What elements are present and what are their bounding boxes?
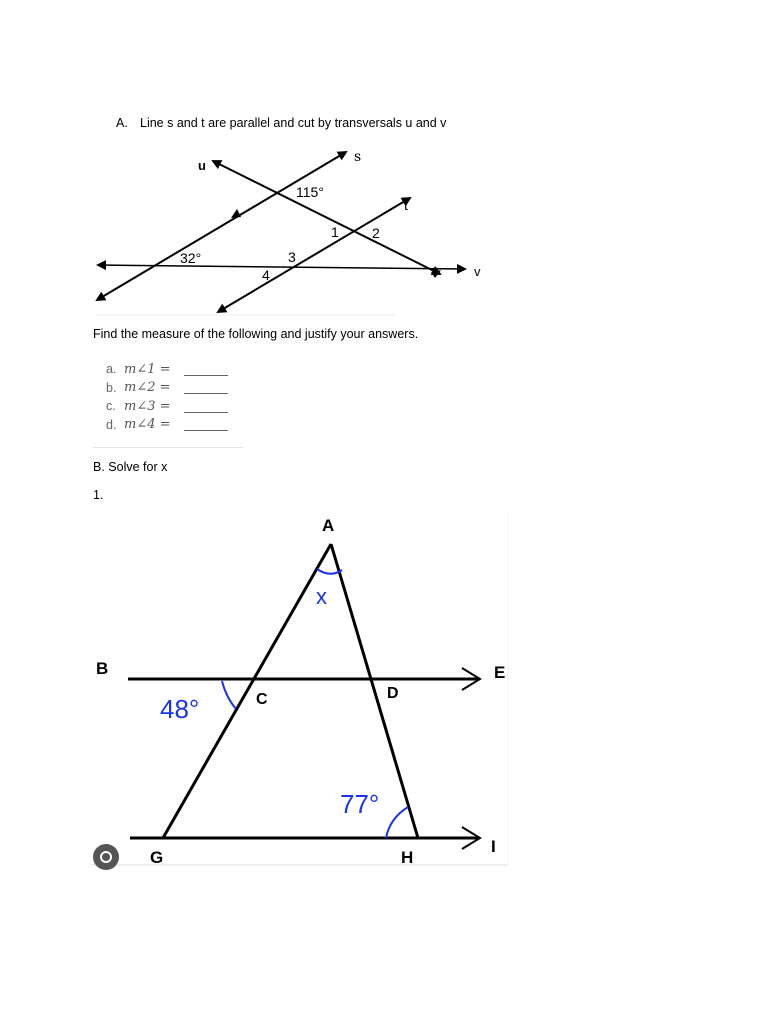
- label-u: u: [198, 158, 206, 173]
- question-expr: m∠3 =: [124, 398, 171, 414]
- vertex-c-label: C: [256, 691, 268, 708]
- question-b: [106, 379, 228, 398]
- label-v: v: [474, 264, 481, 279]
- divider-2: [93, 447, 243, 448]
- angle-4-label: 4: [262, 267, 270, 283]
- vertex-h-label: H: [401, 848, 414, 867]
- vertex-d-label: D: [387, 685, 399, 702]
- question-d: [106, 416, 228, 435]
- diagram-background: [90, 512, 508, 865]
- angle-32-label: 32°: [180, 250, 202, 266]
- problem-number: 1.: [93, 488, 104, 502]
- angle-48-label: 48°: [160, 694, 200, 724]
- line-s: [97, 152, 346, 300]
- line-t: [218, 198, 410, 312]
- angle-2-label: 2: [372, 225, 380, 241]
- answer-blank[interactable]: [184, 400, 228, 413]
- question-label: c.: [106, 399, 116, 414]
- line-u: [213, 161, 440, 274]
- question-list: [106, 360, 228, 434]
- question-label: d.: [106, 417, 117, 432]
- lens-badge-icon[interactable]: [93, 844, 119, 870]
- vertex-g-label: G: [150, 848, 164, 867]
- vertex-b-label: B: [96, 659, 109, 678]
- part-a-heading: Line s and t are parallel and cut by transversals u and v: [140, 116, 447, 130]
- angle-3-label: 3: [288, 249, 296, 265]
- parallel-lines-diagram: [0, 0, 768, 330]
- part-b-heading: B. Solve for x: [93, 460, 168, 474]
- question-label: b.: [106, 380, 117, 395]
- answer-blank[interactable]: [184, 418, 228, 431]
- question-expr: m∠2 =: [124, 380, 171, 396]
- vertex-e-label: E: [494, 663, 506, 682]
- question-expr: m∠1 =: [124, 361, 171, 377]
- label-t: t: [404, 197, 408, 213]
- answer-blank[interactable]: [184, 381, 228, 394]
- label-s: s: [354, 149, 362, 165]
- triangle-diagram: [0, 500, 768, 870]
- angle-115-label: 115°: [296, 184, 324, 200]
- question-expr: m∠4 =: [124, 417, 171, 433]
- answer-blank[interactable]: [184, 363, 228, 376]
- unknown-x-label: x: [316, 584, 327, 609]
- vertex-i-label: I: [491, 837, 496, 856]
- part-a-marker: A.: [116, 116, 128, 130]
- vertex-a-label: A: [322, 516, 335, 535]
- angle-77-label: 77°: [340, 789, 380, 819]
- arrowhead-s-mid: [231, 209, 241, 218]
- question-label: a.: [106, 362, 117, 377]
- question-a: [106, 360, 228, 379]
- instruction-text: Find the measure of the following and justify your answers.: [93, 327, 419, 341]
- question-c: [106, 397, 228, 416]
- angle-1-label: 1: [331, 224, 339, 240]
